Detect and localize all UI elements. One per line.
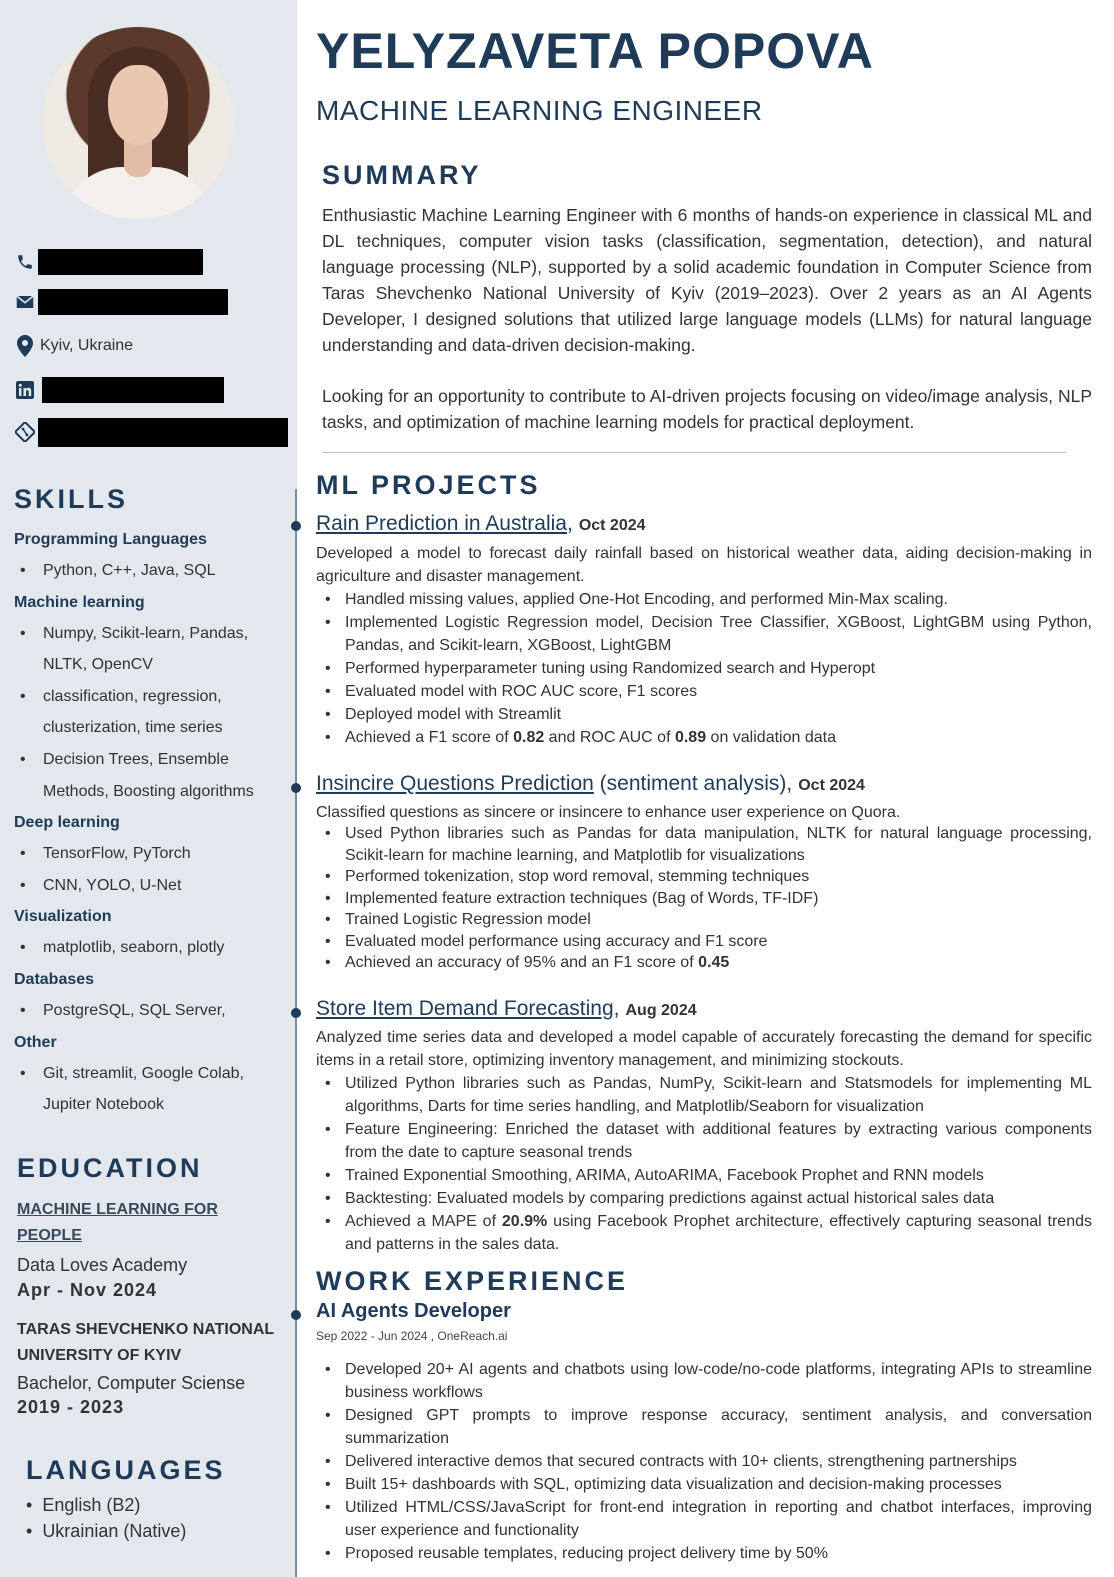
- project-title-link[interactable]: Store Item Demand Forecasting: [316, 997, 614, 1020]
- timeline-dot: [291, 783, 301, 793]
- timeline-line: [295, 489, 297, 1577]
- bullet-item: • Evaluated model performance using accuracy and F1 score: [316, 931, 1092, 953]
- contact-phone[interactable]: [14, 248, 203, 276]
- skill-item: • Decision Trees, Ensemble Methods, Boosting algorithms: [14, 744, 292, 807]
- skill-category: Programming Languages: [14, 531, 207, 548]
- experience-bullets: [316, 1358, 1092, 1565]
- project-title-link[interactable]: Insincire Questions Prediction: [316, 772, 594, 795]
- skill-item: • Git, streamlit, Google Colab, Jupiter Notebook: [14, 1058, 292, 1121]
- contact-location: [14, 332, 133, 360]
- project-title-suffix: ,: [566, 512, 573, 535]
- bullet-item: • Implemented Logistic Regression model, Decision Tree Classifier, XGBoost, LightGBM using Python, Pandas, and Scikit-learn, XGBoost, LightGBM: [316, 611, 1092, 657]
- project-description: Analyzed time series data and developed a model capable of accurately forecasting the demand for specific items in a retail store, optimizing inventory management, and minimizing stockouts.: [316, 1029, 1092, 1069]
- contact-email[interactable]: [14, 288, 228, 316]
- bullet-item: • Trained Exponential Smoothing, ARIMA, AutoARIMA, Facebook Prophet and RNN models: [316, 1164, 1092, 1187]
- skill-category: Databases: [14, 970, 95, 988]
- redacted-phone: [38, 249, 203, 275]
- education-school: Data Loves Academy: [17, 1255, 188, 1275]
- job-title: AI Agents Developer: [316, 1300, 511, 1322]
- project-description: Developed a model to forecast daily rainfall based on historical weather data, aiding decision-making in agriculture and disaster management.: [316, 545, 1092, 585]
- project-title: [316, 772, 865, 796]
- education-dates: Apr - Nov 2024: [17, 1280, 158, 1300]
- bullet-item: • Deployed model with Streamlit: [316, 703, 1092, 726]
- summary-paragraph: Enthusiastic Machine Learning Engineer with 6 months of hands-on experience in classical ML and DL techniques, computer vision tasks (classification, segmentation, detection), and natural language processing (NLP), supported by a solid academic foundation in Computer Science from Taras Shevchenko National University of Kyiv (2019–2023). Over 2 years as an AI Agents Developer, I designed solutions that utilized large language models (LLMs) for natural language understanding and data-driven decision-making.: [322, 205, 1092, 355]
- bullet-item: • Designed GPT prompts to improve response accuracy, sentiment analysis, and conversation summarization: [316, 1404, 1092, 1450]
- skill-item: • Numpy, Scikit-learn, Pandas, NLTK, OpenCV: [14, 618, 292, 681]
- bullet-item: • Implemented feature extraction techniques (Bag of Words, TF-IDF): [316, 888, 1092, 910]
- projects-heading: ML PROJECTS: [316, 470, 541, 500]
- bullet-item: • Developed 20+ AI agents and chatbots using low-code/no-code platforms, integrating APIs to streamline business workflows: [316, 1358, 1092, 1404]
- skill-item: • PostgreSQL, SQL Server,: [14, 995, 292, 1027]
- project-date: Aug 2024: [625, 1002, 697, 1019]
- summary-heading: SUMMARY: [322, 160, 482, 190]
- bullet-item: • Performed tokenization, stop word removal, stemming techniques: [316, 866, 1092, 888]
- project-title: [316, 997, 697, 1021]
- profile-photo: [42, 27, 234, 219]
- skill-item: • Python, C++, Java, SQL: [14, 555, 292, 587]
- bullet-item: • Utilized Python libraries such as Pandas, NumPy, Scikit-learn and Statsmodels for implementing ML algorithms, Darts for time series handling, and Matplotlib/Seaborn for visualization: [316, 1072, 1092, 1118]
- skill-item: • CNN, YOLO, U-Net: [14, 870, 292, 902]
- skill-category: Visualization: [14, 908, 112, 926]
- redacted-linkedin: [42, 377, 224, 403]
- bullet-item: • Built 15+ dashboards with SQL, optimizing data visualization and decision-making processes: [316, 1473, 1092, 1496]
- education-dates: 2019 - 2023: [17, 1397, 125, 1417]
- sidebar: [0, 0, 297, 1577]
- education-degree: Bachelor, Computer Sciense: [17, 1373, 246, 1393]
- candidate-role: MACHINE LEARNING ENGINEER: [316, 95, 763, 126]
- education-heading: EDUCATION: [17, 1153, 203, 1183]
- linkedin-icon: [14, 379, 36, 401]
- bullet-item: • Achieved a MAPE of 20.9% using Facebook Prophet architecture, effectively capturing seasonal trends and patterns in the sales data.: [316, 1210, 1092, 1256]
- bullet-item: • Used Python libraries such as Pandas for data manipulation, NLTK for natural language processing, Scikit-learn for machine learning, and Matplotlib for visualizations: [316, 823, 1092, 866]
- bullet-item: • Achieved a F1 score of 0.82 and ROC AUC of 0.89 on validation data: [316, 726, 1092, 749]
- education-university: TARAS SHEVCHENKO NATIONAL UNIVERSITY OF KYIV: [17, 1321, 274, 1364]
- bullet-item: • Handled missing values, applied One-Hot Encoding, and performed Min-Max scaling.: [316, 588, 1092, 611]
- language-item: • English (B2): [26, 1495, 141, 1515]
- section-divider: [322, 452, 1066, 453]
- skill-category: Deep learning: [14, 814, 120, 832]
- languages-heading: LANGUAGES: [26, 1455, 226, 1485]
- git-icon: [14, 421, 36, 443]
- project-title: [316, 512, 646, 536]
- bullet-item: • Utilized HTML/CSS/JavaScript for front-end integration in reporting and chatbot interfaces, improving user experience and functionality: [316, 1496, 1092, 1542]
- location-text: Kyiv, Ukraine: [40, 337, 134, 354]
- skill-category: Other: [14, 1033, 57, 1051]
- project-title-suffix: (sentiment analysis),: [593, 772, 793, 795]
- language-name: English (B2): [42, 1495, 141, 1515]
- language-name: Ukrainian (Native): [42, 1521, 187, 1541]
- project-bullets: [316, 823, 1092, 974]
- project-date: Oct 2024: [798, 777, 865, 794]
- bullet-item: • Backtesting: Evaluated models by comparing predictions against actual historical sales data: [316, 1187, 1092, 1210]
- skills-heading: SKILLS: [14, 484, 129, 514]
- job-meta: Sep 2022 - Jun 2024 , OneReach.ai: [316, 1329, 508, 1343]
- bullet-item: • Proposed reusable templates, reducing project delivery time by 50%: [316, 1542, 1092, 1565]
- phone-icon: [14, 251, 36, 273]
- bullet-item: • Delivered interactive demos that secured contracts with 10+ clients, strengthening partnerships: [316, 1450, 1092, 1473]
- timeline-dot: [291, 1310, 301, 1320]
- map-pin-icon: [14, 335, 36, 357]
- language-item: • Ukrainian (Native): [26, 1521, 187, 1541]
- envelope-icon: [14, 291, 36, 313]
- education-course-link[interactable]: MACHINE LEARNING FOR PEOPLE: [17, 1201, 218, 1244]
- timeline-dot: [291, 521, 301, 531]
- bullet-item: • Trained Logistic Regression model: [316, 909, 1092, 931]
- redacted-email: [38, 289, 228, 315]
- contact-linkedin[interactable]: [14, 376, 224, 404]
- project-bullets: [316, 588, 1092, 749]
- bullet-item: • Evaluated model with ROC AUC score, F1 scores: [316, 680, 1092, 703]
- skill-item: • classification, regression, clusterization, time series: [14, 681, 292, 744]
- experience-heading: WORK EXPERIENCE: [316, 1266, 629, 1296]
- bullet-item: • Performed hyperparameter tuning using Randomized search and Hyperopt: [316, 657, 1092, 680]
- skill-category: Machine learning: [14, 593, 145, 611]
- summary-paragraph: Looking for an opportunity to contribute to AI-driven projects focusing on video/image analysis, NLP tasks, and optimization of machine learning models for practical deployment.: [322, 386, 1092, 432]
- skill-item: • TensorFlow, PyTorch: [14, 838, 292, 870]
- contact-git[interactable]: [14, 418, 288, 446]
- project-title-link[interactable]: Rain Prediction in Australia: [316, 512, 567, 535]
- timeline-dot: [291, 1008, 301, 1018]
- skills-list: [14, 524, 292, 1121]
- bullet-item: • Feature Engineering: Enriched the dataset with additional features by extracting various components from the date to capture seasonal trends: [316, 1118, 1092, 1164]
- project-bullets: [316, 1072, 1092, 1256]
- project-title-suffix: ,: [613, 997, 620, 1020]
- project-date: Oct 2024: [578, 517, 646, 534]
- project-description: Classified questions as sincere or insincere to enhance user experience on Quora.: [316, 804, 901, 821]
- bullet-item: • Achieved an accuracy of 95% and an F1 score of 0.45: [316, 952, 1092, 974]
- candidate-name: YELYZAVETA POPOVA: [316, 23, 874, 79]
- redacted-git: [38, 418, 288, 447]
- skill-item: • matplotlib, seaborn, plotly: [14, 932, 292, 964]
